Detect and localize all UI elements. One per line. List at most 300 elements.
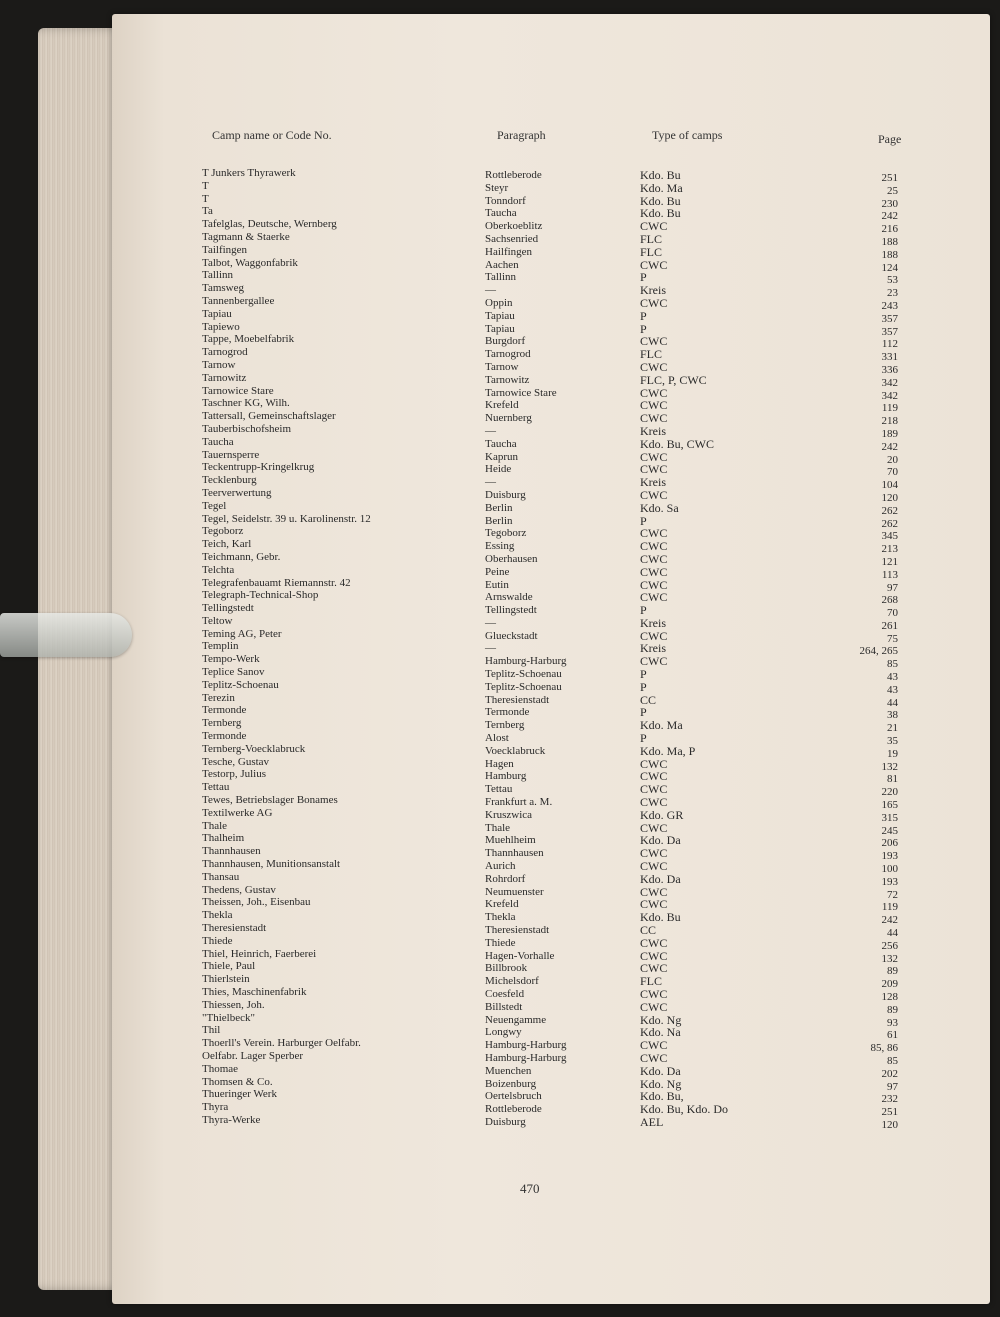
paragraph-entry: — <box>485 642 496 655</box>
page-entry: 315 <box>881 811 898 824</box>
page-entry: 113 <box>881 568 898 581</box>
paragraph-entry: Hailfingen <box>485 245 533 258</box>
paragraph-entry: Tallinn <box>485 271 517 284</box>
page-entry: 251 <box>881 172 898 184</box>
page-entry: 193 <box>881 850 898 863</box>
camp-name-entry: Thierlstein <box>202 973 250 986</box>
camp-name-entry: Teckentrupp-Kringelkrug <box>202 461 315 474</box>
paragraph-entry: Krefeld <box>485 898 519 911</box>
camp-name-entry: Ta <box>202 205 213 218</box>
camp-name-entry: Thomsen & Co. <box>202 1075 273 1088</box>
page-entry: 35 <box>887 735 898 748</box>
type-entry: Kdo. Sa <box>640 500 679 515</box>
type-entry: AEL <box>640 1114 664 1129</box>
paragraph-entry: Coesfeld <box>485 988 525 1000</box>
camp-name-entry: Tarnow <box>202 358 236 371</box>
page-entry: 261 <box>881 619 898 632</box>
type-entry: CWC <box>640 462 668 477</box>
paragraph-entry: Neuengamme <box>485 1013 547 1026</box>
type-entry: P <box>640 308 647 323</box>
camp-name-entry: Templin <box>202 640 239 653</box>
type-entry: CWC <box>640 1050 668 1065</box>
page-entry: 188 <box>881 248 898 261</box>
type-entry: CWC <box>640 628 668 643</box>
type-column <box>640 169 820 1129</box>
camp-name-entry: Textilwerke AG <box>202 806 273 819</box>
camp-name-entry: Tafelglas, Deutsche, Wernberg <box>202 218 337 231</box>
paragraph-entry: Longwy <box>485 1026 522 1039</box>
paragraph-entry: Hamburg <box>485 770 527 783</box>
camp-name-entry: Teichmann, Gebr. <box>202 550 281 563</box>
page-entry: 85 <box>887 1054 898 1067</box>
type-entry: P <box>640 513 647 528</box>
type-entry: Kdo. Da <box>640 833 681 848</box>
camp-name-entry: Termonde <box>202 730 247 743</box>
camp-name-entry: T <box>202 192 209 205</box>
page-entry: 357 <box>881 325 898 338</box>
type-entry: CWC <box>640 411 668 426</box>
paragraph-entry: Oberhausen <box>485 552 538 565</box>
paragraph-entry: Ternberg <box>485 719 525 732</box>
header-camp-name: Camp name or Code No. <box>212 128 332 142</box>
page-entry: 38 <box>887 709 898 722</box>
page-entry: 230 <box>881 197 898 210</box>
page-entry: 25 <box>887 184 898 197</box>
camp-name-entry: T <box>202 179 209 192</box>
camp-name-entry: "Thielbeck" <box>202 1011 255 1024</box>
type-entry: CWC <box>640 257 668 272</box>
page-entry: 202 <box>881 1067 898 1080</box>
header-type: Type of camps <box>652 128 723 142</box>
page-entry: 264, 265 <box>859 645 898 658</box>
paragraph-column <box>485 169 645 1129</box>
paragraph-entry: Peine <box>485 565 510 578</box>
paragraph-entry: — <box>485 476 496 489</box>
page-entry: 75 <box>887 632 898 645</box>
type-entry: CWC <box>640 820 668 835</box>
camp-name-entry: Thekla <box>202 909 233 922</box>
page-entry: 70 <box>887 466 898 479</box>
type-entry: FLC <box>640 974 663 989</box>
page-entry: 97 <box>887 581 898 594</box>
camp-name-entry: Thalheim <box>202 832 245 845</box>
camp-name-entry: Tapiewo <box>202 320 240 333</box>
page-entry: 23 <box>887 287 898 300</box>
paragraph-entry: — <box>485 424 496 437</box>
paragraph-entry: Tellingstedt <box>485 604 537 617</box>
page-entry: 121 <box>881 555 898 568</box>
type-entry: FLC, P, CWC <box>640 372 707 387</box>
paragraph-entry: Arnswalde <box>485 591 533 604</box>
paragraph-entry: Aachen <box>485 258 519 271</box>
page-entry: 85, 86 <box>870 1042 898 1055</box>
camp-name-entry: Theresienstadt <box>202 922 267 935</box>
page-entry: 345 <box>881 530 898 543</box>
paragraph-entry: Alost <box>485 732 509 745</box>
paragraph-entry: Duisburg <box>485 488 526 501</box>
type-entry: CWC <box>640 577 668 592</box>
paragraph-entry: Tettau <box>485 783 513 796</box>
type-entry: CWC <box>640 948 668 963</box>
index-tab-marker <box>0 613 132 657</box>
camp-name-entry: Tettau <box>202 781 230 794</box>
type-entry: CWC <box>640 769 668 784</box>
type-entry: Kdo. GR <box>640 807 684 822</box>
type-entry: P <box>640 321 647 336</box>
paragraph-entry: Tonndorf <box>485 194 526 207</box>
camp-name-entry: Ternberg-Voecklabruck <box>202 742 306 755</box>
page-entry: 100 <box>881 863 898 876</box>
paragraph-entry: Tarnowitz <box>485 373 530 386</box>
page-entry: 262 <box>881 517 898 530</box>
type-entry: CWC <box>640 795 668 810</box>
page-entry: 43 <box>887 671 898 684</box>
page-entry: 206 <box>881 837 898 850</box>
camp-name-entry: Thiele, Paul <box>202 960 256 973</box>
paragraph-entry: Kruszwica <box>485 808 533 821</box>
paragraph-entry: Tegoborz <box>485 527 527 540</box>
camp-name-entry: Tamsweg <box>202 282 244 295</box>
page-entry: 243 <box>881 299 898 312</box>
paragraph-entry: Rottleberode <box>485 169 542 181</box>
camp-name-entry: Tempo-Werk <box>202 653 260 666</box>
type-entry: FLC <box>640 231 663 246</box>
page-entry: 21 <box>887 722 898 735</box>
page-entry: 262 <box>881 504 898 517</box>
paragraph-entry: — <box>485 616 496 629</box>
page-entry: 242 <box>881 914 898 927</box>
camp-name-entry: Telegraph-Technical-Shop <box>202 589 319 602</box>
page-entry: 188 <box>881 235 898 248</box>
type-entry: CWC <box>640 1038 668 1053</box>
paragraph-entry: Hamburg-Harburg <box>485 1039 567 1052</box>
paragraph-entry: Tarnowice Stare <box>485 386 557 399</box>
paragraph-entry: Frankfurt a. M. <box>485 796 553 809</box>
type-entry: Kdo. Bu <box>640 193 681 208</box>
page-entry: 331 <box>881 351 898 364</box>
type-entry: Kdo. Da <box>640 871 681 886</box>
camp-name-column <box>202 167 492 1127</box>
camp-name-entry: Theissen, Joh., Eisenbau <box>202 896 311 909</box>
type-entry: P <box>640 679 647 694</box>
page-entry: 85 <box>887 658 898 671</box>
camp-name-entry: Tannenbergallee <box>202 294 275 307</box>
paragraph-entry: Duisburg <box>485 1115 526 1128</box>
type-entry: Kdo. Bu <box>640 910 681 925</box>
page-entry: 342 <box>881 376 898 389</box>
page-column <box>800 172 898 1132</box>
type-entry: CWC <box>640 359 668 374</box>
camp-name-entry: Ternberg <box>202 717 242 730</box>
camp-name-entry: Teplitz-Schoenau <box>202 678 279 691</box>
paragraph-entry: Aurich <box>485 860 516 873</box>
type-entry: CWC <box>640 654 668 669</box>
type-entry: CWC <box>640 449 668 464</box>
page-entry: 189 <box>881 427 898 440</box>
type-entry: CWC <box>640 782 668 797</box>
paragraph-entry: Thale <box>485 821 511 834</box>
type-entry: CWC <box>640 859 668 874</box>
type-entry: CWC <box>640 219 668 234</box>
paragraph-entry: Steyr <box>485 181 509 194</box>
camp-name-entry: Tappe, Moebelfabrik <box>202 333 295 346</box>
page-entry: 232 <box>881 1093 898 1106</box>
page-entry: 124 <box>881 261 898 274</box>
type-entry: Kdo. Bu, Kdo. Do <box>640 1102 729 1117</box>
page-entry: 44 <box>887 927 898 940</box>
page-entry: 20 <box>887 453 898 466</box>
camp-name-entry: Thansau <box>202 870 240 883</box>
camp-name-entry: Testorp, Julius <box>202 768 267 781</box>
type-entry: Kdo. Ng <box>640 1076 682 1091</box>
paragraph-entry: Teplitz-Schoenau <box>485 668 562 681</box>
paragraph-entry: Muehlheim <box>485 834 536 847</box>
page-entry: 213 <box>881 543 898 556</box>
camp-name-entry: Tecklenburg <box>202 474 257 487</box>
type-entry: CWC <box>640 935 668 950</box>
type-entry: Kreis <box>640 475 666 490</box>
type-entry: CWC <box>640 295 668 310</box>
paragraph-entry: Theresienstadt <box>485 924 550 937</box>
page-entry: 43 <box>887 683 898 696</box>
camp-name-entry: Thueringer Werk <box>202 1088 277 1101</box>
paragraph-entry: Thannhausen <box>485 847 544 860</box>
paragraph-entry: Hamburg-Harburg <box>485 655 567 668</box>
page-entry: 119 <box>881 901 898 914</box>
paragraph-entry: Tarnow <box>485 360 519 373</box>
type-entry: Kdo. Ma, P <box>640 743 696 758</box>
page-entry: 104 <box>881 479 898 492</box>
page-entry: 256 <box>881 939 898 952</box>
type-entry: CWC <box>640 564 668 579</box>
camp-name-entry: Thedens, Gustav <box>202 883 276 896</box>
camp-name-entry: Tarnogrod <box>202 346 248 359</box>
camp-name-entry: T Junkers Thyrawerk <box>202 167 296 179</box>
page-entry: 216 <box>881 223 898 236</box>
camp-name-entry: Tarnowitz <box>202 371 247 384</box>
page-entry: 70 <box>887 607 898 620</box>
paragraph-entry: Krefeld <box>485 399 519 412</box>
page-entry: 165 <box>881 799 898 812</box>
paragraph-entry: Oppin <box>485 296 513 309</box>
page-entry: 193 <box>881 875 898 888</box>
camp-name-entry: Thiessen, Joh. <box>202 998 265 1011</box>
camp-name-entry: Tewes, Betriebslager Bonames <box>202 794 338 807</box>
camp-name-entry: Taschner KG, Wilh. <box>202 397 290 410</box>
type-entry: Kdo. Ng <box>640 1012 682 1027</box>
paragraph-entry: Hagen-Vorhalle <box>485 949 555 962</box>
page-entry: 19 <box>887 747 898 760</box>
paragraph-entry: Billstedt <box>485 1000 523 1013</box>
camp-name-entry: Thale <box>202 819 228 832</box>
type-entry: CC <box>640 692 657 707</box>
paragraph-entry: Kaprun <box>485 450 518 463</box>
page-entry: 242 <box>881 210 898 223</box>
type-entry: CWC <box>640 897 668 912</box>
camp-name-entry: Tegel <box>202 499 227 512</box>
type-entry: CWC <box>640 398 668 413</box>
page-entry: 336 <box>881 363 898 376</box>
paragraph-entry: Muenchen <box>485 1064 532 1077</box>
page-entry: 93 <box>887 1016 898 1029</box>
page-entry: 218 <box>881 415 898 428</box>
camp-name-entry: Tailfingen <box>202 243 248 256</box>
page-entry: 132 <box>881 952 898 965</box>
paragraph-entry: Taucha <box>485 207 517 220</box>
page-entry: 89 <box>887 1003 898 1016</box>
type-entry: P <box>640 731 647 746</box>
camp-name-entry: Thiede <box>202 934 233 947</box>
paragraph-entry: Teplitz-Schoenau <box>485 680 562 693</box>
paragraph-entry: Hagen <box>485 757 514 770</box>
camp-name-entry: Thyra <box>202 1101 229 1114</box>
paragraph-entry: — <box>485 284 496 297</box>
camp-name-entry: Tegoborz <box>202 525 244 538</box>
paragraph-entry: Berlin <box>485 514 513 527</box>
type-entry: Kdo. Bu, <box>640 1089 684 1104</box>
paragraph-entry: Oberkoeblitz <box>485 220 543 233</box>
type-entry: Kreis <box>640 283 666 298</box>
camp-name-entry: Tattersall, Gemeinschaftslager <box>202 410 336 423</box>
camp-name-entry: Telchta <box>202 563 235 576</box>
page-entry: 53 <box>887 274 898 287</box>
paragraph-entry: Tarnogrod <box>485 348 531 361</box>
page-entry: 242 <box>881 440 898 453</box>
type-entry: CWC <box>640 961 668 976</box>
type-entry: Kdo. Bu, CWC <box>640 436 715 451</box>
type-entry: Kreis <box>640 641 666 656</box>
paragraph-entry: Boizenburg <box>485 1077 537 1090</box>
camp-name-entry: Tesche, Gustav <box>202 755 270 768</box>
camp-name-entry: Teming AG, Peter <box>202 627 282 640</box>
page-entry: 251 <box>881 1106 898 1119</box>
type-entry: CWC <box>640 846 668 861</box>
type-entry: CWC <box>640 487 668 502</box>
camp-name-entry: Tauernsperre <box>202 448 260 461</box>
page-entry: 132 <box>881 760 898 773</box>
type-entry: CWC <box>640 539 668 554</box>
page-entry: 119 <box>881 402 898 415</box>
camp-name-entry: Terezin <box>202 691 235 704</box>
paragraph-entry: Nuernberg <box>485 412 532 425</box>
paragraph-entry: Tapiau <box>485 309 515 322</box>
header-paragraph: Paragraph <box>497 128 546 142</box>
camp-name-entry: Thies, Maschinenfabrik <box>202 986 307 998</box>
type-entry: P <box>640 603 647 618</box>
page-entry: 268 <box>881 594 898 607</box>
type-entry: CWC <box>640 590 668 605</box>
camp-name-entry: Thannhausen, Munitionsanstalt <box>202 858 341 871</box>
paragraph-entry: Sachsenried <box>485 232 539 245</box>
camp-name-entry: Oelfabr. Lager Sperber <box>202 1049 304 1062</box>
camp-name-entry: Teplice Sanov <box>202 666 265 679</box>
page-entry: 112 <box>881 338 898 351</box>
type-entry: FLC <box>640 244 663 259</box>
type-entry: CWC <box>640 999 668 1014</box>
camp-name-entry: Taucha <box>202 435 234 448</box>
type-entry: CWC <box>640 334 668 349</box>
page-entry: 245 <box>881 824 898 837</box>
page-entry: 72 <box>887 888 898 901</box>
paragraph-entry: Rohrdorf <box>485 872 526 885</box>
type-entry: Kdo. Ma <box>640 180 683 195</box>
paragraph-entry: Berlin <box>485 501 513 514</box>
page-entry: 61 <box>887 1029 898 1042</box>
paragraph-entry: Thiede <box>485 936 516 949</box>
page-entry: 89 <box>887 965 898 978</box>
camp-name-entry: Thannhausen <box>202 845 261 858</box>
paragraph-entry: Termonde <box>485 706 530 719</box>
page-entry: 81 <box>887 773 898 786</box>
camp-name-entry: Thoerll's Verein. Harburger Oelfabr. <box>202 1037 361 1050</box>
page-number: 470 <box>520 1181 540 1196</box>
paragraph-entry: Thekla <box>485 911 516 924</box>
camp-name-entry: Tegel, Seidelstr. 39 u. Karolinenstr. 12 <box>202 512 371 525</box>
camp-name-entry: Tapiau <box>202 307 232 320</box>
paragraph-entry: Oertelsbruch <box>485 1090 542 1103</box>
type-entry: P <box>640 667 647 682</box>
page-entry: 128 <box>881 991 898 1003</box>
type-entry: Kdo. Da <box>640 1063 681 1078</box>
page-entry: 209 <box>881 978 898 991</box>
type-entry: CC <box>640 923 657 938</box>
camp-name-entry: Tarnowice Stare <box>202 384 274 397</box>
camp-name-entry: Teich, Karl <box>202 538 252 551</box>
paragraph-entry: Burgdorf <box>485 335 526 348</box>
type-entry: CWC <box>640 551 668 566</box>
camp-name-entry: Tagmann & Staerke <box>202 230 290 243</box>
page-entry: 342 <box>881 389 898 402</box>
page-entry: 44 <box>887 696 898 709</box>
page-entry: 357 <box>881 312 898 325</box>
camp-name-entry: Tauberbischofsheim <box>202 422 292 435</box>
camp-name-entry: Thomae <box>202 1062 239 1075</box>
paragraph-entry: Neumuenster <box>485 885 544 898</box>
type-entry: Kreis <box>640 615 666 630</box>
header-page: Page <box>878 132 902 146</box>
paragraph-entry: Heide <box>485 463 512 476</box>
type-entry: Kdo. Bu <box>640 168 681 182</box>
camp-name-entry: Thil <box>202 1024 221 1037</box>
type-entry: FLC <box>640 347 663 362</box>
paragraph-entry: Eutin <box>485 578 509 591</box>
page-entry: 97 <box>887 1080 898 1093</box>
type-entry: CWC <box>640 526 668 541</box>
paragraph-entry: Glueckstadt <box>485 629 538 642</box>
camp-name-entry: Thiel, Heinrich, Faerberei <box>202 947 317 960</box>
camp-name-entry: Tallinn <box>202 269 234 282</box>
type-entry: CWC <box>640 884 668 899</box>
type-entry: P <box>640 705 647 720</box>
paragraph-entry: Taucha <box>485 437 517 450</box>
type-entry: Kdo. Ma <box>640 718 683 733</box>
paragraph-entry: Hamburg-Harburg <box>485 1051 567 1064</box>
camp-name-entry: Teltow <box>202 614 233 627</box>
paragraph-entry: Essing <box>485 540 515 553</box>
page-entry: 220 <box>881 786 898 799</box>
camp-name-entry: Talbot, Waggonfabrik <box>202 256 298 269</box>
paragraph-entry: Theresienstadt <box>485 693 550 706</box>
type-entry: Kdo. Na <box>640 1025 681 1040</box>
camp-name-entry: Thyra-Werke <box>202 1113 261 1126</box>
paragraph-entry: Billbrook <box>485 962 528 975</box>
camp-name-entry: Tellingstedt <box>202 602 254 615</box>
paragraph-entry: Michelsdorf <box>485 975 539 988</box>
type-entry: CWC <box>640 385 668 400</box>
page-entry: 120 <box>881 1118 898 1131</box>
paragraph-entry: Voecklabruck <box>485 744 546 757</box>
camp-name-entry: Telegrafenbauamt Riemannstr. 42 <box>202 576 351 589</box>
